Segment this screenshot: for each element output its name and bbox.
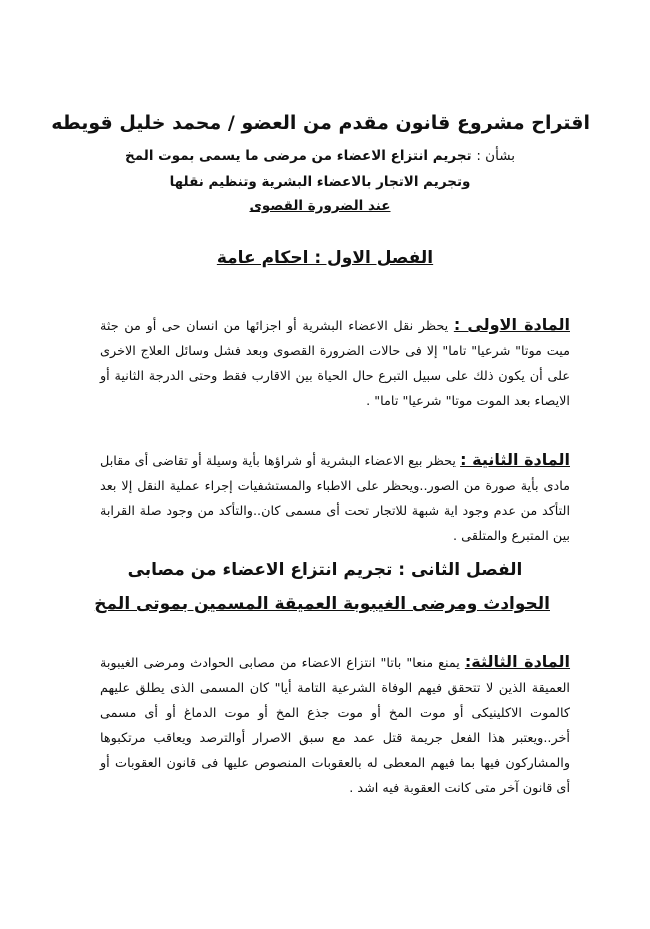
chapter-2-title-line-1: الفصل الثانى : تجريم انتزاع الاعضاء من مصابى — [127, 560, 523, 580]
article-1 — [100, 312, 570, 414]
chapter-2-title-line-2: الحوادث ومرضى الغيبوبة العميقة المسمين بموتى المخ — [94, 594, 550, 614]
article-3-heading: المادة الثالثة: — [464, 652, 571, 671]
article-2 — [100, 447, 570, 549]
document-title: اقتراح مشروع قانون مقدم من العضو / محمد خليل قويطه — [51, 112, 590, 134]
subject-line-3: عند الضرورة القصوى — [249, 198, 391, 214]
chapter-1-title: الفصل الاول : احكام عامة — [216, 248, 434, 268]
article-2-text: يحظر بيع الاعضاء البشرية أو شراؤها بأية وسيلة أو تقاضى أى مقابل مادى بأية صورة من الصور..ويحظر على الاطباء والمستشفيات إجراء عملية النقل إلا بعد التأكد من عدم وجود اية شبهة للاتجار تحت أى مسمى كان..والتأكد من وجود صلة القرابة بين المتبرع والمتلقى . — [100, 454, 570, 544]
article-3 — [100, 649, 570, 801]
article-3-text: يمنع منعا" باتا" انتزاع الاعضاء من مصابى الحوادث ومرضى الغيبوبة العميقة الذين لا تتحقق فيهم الوفاة الشرعية التامة أيا" كان المسمى الذى يطلق عليهم كالموت الاكلينيكى أو موت المخ أو موت جذع المخ أو موت الدماغ أو أى مسمى أخر..ويعتبر هذا الفعل جريمة قتل عمد مع سبق الاصرار أوالترصد ويعاقب مرتكبوها والمشاركون فيها بما فيهم المعطى له بالعقوبات المنصوص عليها فى قانون العقوبات أو أى قانون آخر متى كانت العقوبة فيه اشد . — [100, 656, 570, 796]
subject-text-1: تجريم انتزاع الاعضاء من مرضى ما يسمى بموت المخ — [125, 148, 472, 164]
subject-line-1 — [60, 148, 580, 164]
article-1-heading: المادة الاولى : — [453, 315, 570, 334]
article-2-heading: المادة الثانية : — [460, 450, 570, 469]
subject-prefix: بشأن : — [476, 148, 515, 164]
article-1-text: يحظر نقل الاعضاء البشرية أو اجزائها من انسان حى أو من جثة ميت موتا" شرعيا" تاما" إلا فى حالات الضرورة القصوى وبعد فشل وسائل العلاج الاخرى على أن يكون ذلك على سبيل التبرع حال الحياة بين الاقارب فقط وحتى الدرجة الثانية أو الايصاء بعد الموت موتا" شرعيا" تاما" . — [100, 319, 570, 409]
subject-line-2: وتجريم الاتجار بالاعضاء البشرية وتنظيم نقلها — [169, 174, 471, 190]
